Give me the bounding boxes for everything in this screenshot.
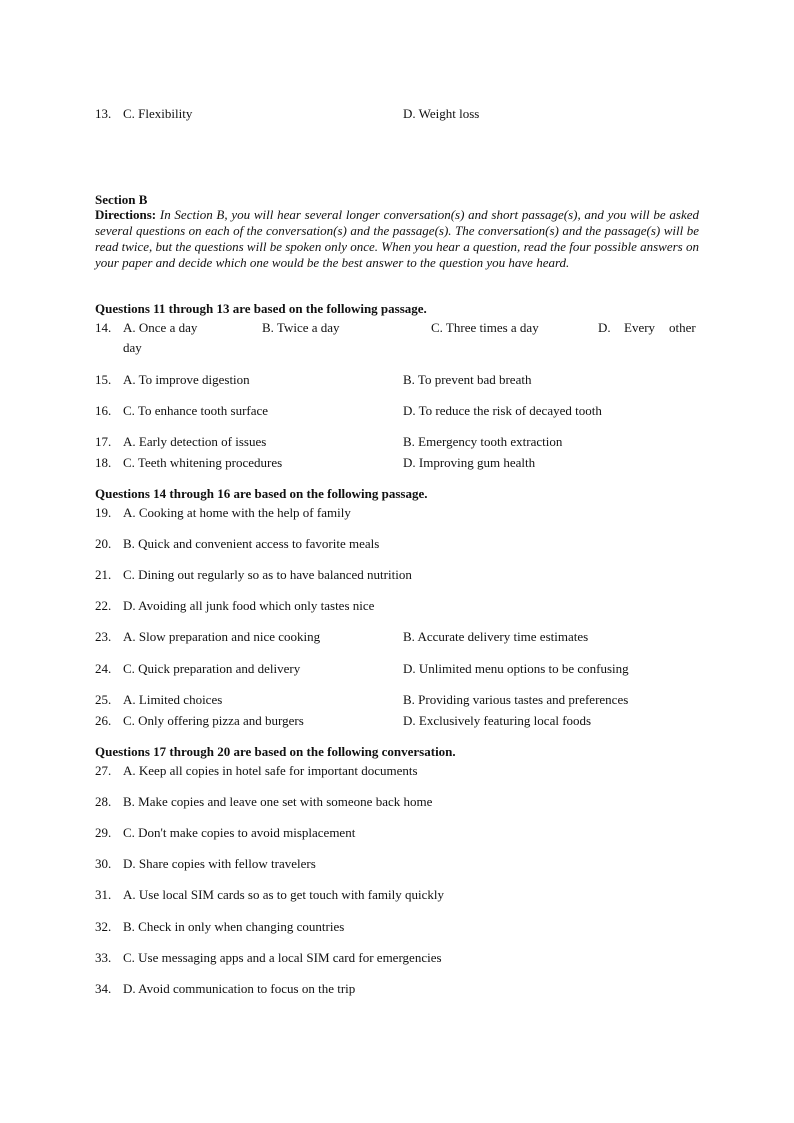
- option-b: B. Emergency tooth extraction: [403, 434, 563, 449]
- option-c: C. Only offering pizza and burgers: [123, 713, 304, 728]
- option-a: A. To improve digestion: [123, 372, 250, 387]
- option-d-continued: day: [123, 340, 142, 355]
- question-number: 25.: [95, 692, 112, 707]
- option-d: D. To reduce the risk of decayed tooth: [403, 403, 602, 418]
- question-number: 13.: [95, 106, 112, 121]
- group-heading: Questions 11 through 13 are based on the following passage.: [95, 301, 427, 316]
- question-number: 26.: [95, 713, 112, 728]
- question-number: 29.: [95, 825, 112, 840]
- option-d-word1: Every: [624, 320, 656, 335]
- option-d-word2: other: [669, 320, 696, 335]
- option-a: A. Slow preparation and nice cooking: [123, 629, 321, 644]
- question-number: 17.: [95, 434, 112, 449]
- question-number: 18.: [95, 455, 112, 470]
- option-a: A. Once a day: [123, 320, 198, 335]
- option-c: C. Don't make copies to avoid misplacement: [123, 825, 356, 840]
- option-a: A. Limited choices: [123, 692, 223, 707]
- question-number: 21.: [95, 567, 112, 582]
- option-b: B. Make copies and leave one set with someone back home: [123, 794, 433, 809]
- question-number: 22.: [95, 598, 112, 613]
- option-b: B. Providing various tastes and preferences: [403, 692, 629, 707]
- option-d: D. Improving gum health: [403, 455, 536, 470]
- question-number: 14.: [95, 320, 112, 335]
- question-number: 32.: [95, 919, 112, 934]
- option-b: B. Check in only when changing countries: [123, 919, 345, 934]
- option-d: D. Avoid communication to focus on the trip: [123, 981, 356, 996]
- option-a: A. Early detection of issues: [123, 434, 267, 449]
- question-number: 23.: [95, 629, 112, 644]
- question-number: 20.: [95, 536, 112, 551]
- option-c: C. Dining out regularly so as to have balanced nutrition: [123, 567, 412, 582]
- option-a: A. Keep all copies in hotel safe for important documents: [123, 763, 418, 778]
- option-c: C. To enhance tooth surface: [123, 403, 269, 418]
- question-number: 19.: [95, 505, 112, 520]
- option-a: A. Cooking at home with the help of family: [123, 505, 351, 520]
- option-d: D. Weight loss: [403, 106, 480, 121]
- option-d: D. Share copies with fellow travelers: [123, 856, 316, 871]
- option-a: A. Use local SIM cards so as to get touch with family quickly: [123, 887, 444, 902]
- option-c: C. Flexibility: [123, 106, 193, 121]
- question-number: 16.: [95, 403, 112, 418]
- option-b: B. Twice a day: [262, 320, 340, 335]
- directions-paragraph: [95, 207, 699, 271]
- question-number: 24.: [95, 661, 112, 676]
- option-d: D. Avoiding all junk food which only tastes nice: [123, 598, 375, 613]
- option-c: C. Three times a day: [431, 320, 539, 335]
- section-title: Section B: [95, 192, 148, 207]
- option-d-letter: D.: [598, 320, 611, 335]
- group-heading: Questions 17 through 20 are based on the following conversation.: [95, 744, 456, 759]
- option-b: B. Accurate delivery time estimates: [403, 629, 589, 644]
- question-number: 31.: [95, 887, 112, 902]
- directions-label: Directions:: [95, 207, 157, 222]
- directions-text: In Section B, you will hear several longer conversation(s) and short passage(s), and you will be asked several questions on each of the conversation(s) and the passage(s). The conversation(s) and the passage(s) will be read twice, but the questions will be spoken only once. When you hear a question, read the four possible answers on your paper and decide which one would be the best answer to the question you have heard.: [95, 207, 699, 270]
- option-c: C. Use messaging apps and a local SIM card for emergencies: [123, 950, 442, 965]
- question-number: 30.: [95, 856, 112, 871]
- option-d: D. Exclusively featuring local foods: [403, 713, 592, 728]
- option-d: D. Unlimited menu options to be confusing: [403, 661, 629, 676]
- option-c: C. Quick preparation and delivery: [123, 661, 301, 676]
- option-b: B. Quick and convenient access to favorite meals: [123, 536, 380, 551]
- question-number: 15.: [95, 372, 112, 387]
- option-c: C. Teeth whitening procedures: [123, 455, 283, 470]
- option-b: B. To prevent bad breath: [403, 372, 532, 387]
- question-number: 33.: [95, 950, 112, 965]
- question-number: 28.: [95, 794, 112, 809]
- question-number: 27.: [95, 763, 112, 778]
- group-heading: Questions 14 through 16 are based on the following passage.: [95, 486, 428, 501]
- question-number: 34.: [95, 981, 112, 996]
